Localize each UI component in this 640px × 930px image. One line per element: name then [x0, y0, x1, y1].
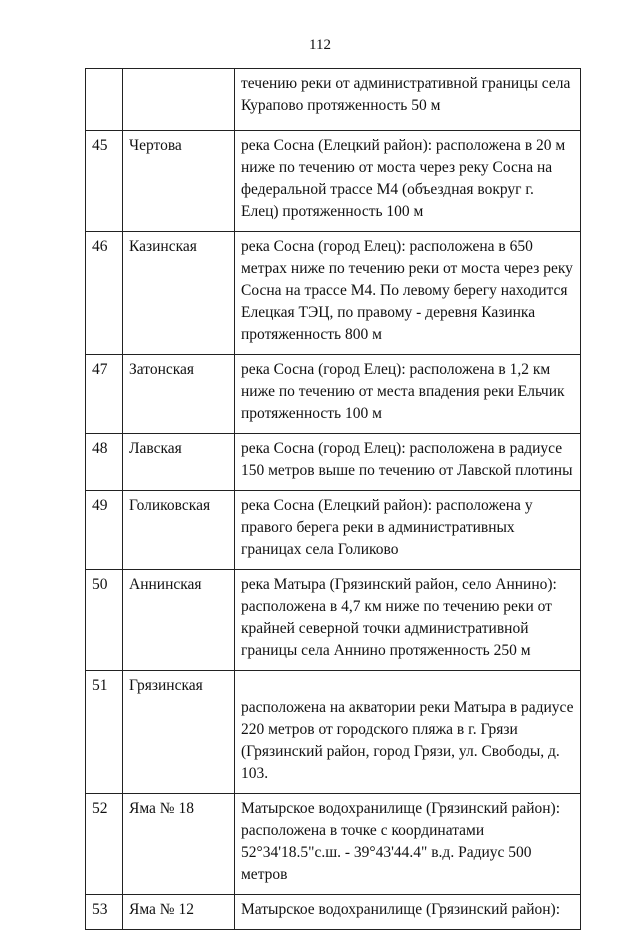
- site-name: Чертова: [123, 131, 235, 232]
- table-row: [86, 794, 581, 895]
- table-row: [86, 570, 581, 671]
- row-number: 47: [86, 355, 123, 434]
- table-row: [86, 69, 581, 131]
- site-name: Голиковская: [123, 491, 235, 570]
- site-description: Матырское водохранилище (Грязинский район):: [235, 895, 581, 930]
- site-description: река Сосна (город Елец): расположена в 1,2 км ниже по течению от места впадения реки Ельчик протяженность 100 м: [235, 355, 581, 434]
- row-number: 50: [86, 570, 123, 671]
- site-name: Затонская: [123, 355, 235, 434]
- row-number: 51: [86, 671, 123, 794]
- row-number: 48: [86, 434, 123, 491]
- site-description: Матырское водохранилище (Грязинский район): расположена в точке с координатами 52°34'18.5"с.ш. - 39°43'44.4" в.д. Радиус 500 метров: [235, 794, 581, 895]
- fishing-sites-table: [85, 68, 581, 930]
- row-number: 46: [86, 232, 123, 355]
- row-number: 45: [86, 131, 123, 232]
- table-row: [86, 232, 581, 355]
- site-name: [123, 69, 235, 131]
- table-row: [86, 491, 581, 570]
- table-row: [86, 434, 581, 491]
- table-row: [86, 671, 581, 794]
- site-description-text: расположена на акватории реки Матыра в радиусе 220 метров от городского пляжа в г. Грязи (Грязинский район, город Грязи, ул. Свободы, д. 103.: [241, 699, 574, 782]
- site-description: [235, 671, 581, 794]
- row-number: 52: [86, 794, 123, 895]
- table-row: [86, 355, 581, 434]
- row-number: 49: [86, 491, 123, 570]
- site-description: течению реки от административной границы села Курапово протяженность 50 м: [235, 69, 581, 131]
- site-name: Грязинская: [123, 671, 235, 794]
- site-description: река Сосна (Елецкий район): расположена у правого берега реки в административных границах села Голиково: [235, 491, 581, 570]
- site-name: Яма № 18: [123, 794, 235, 895]
- site-name: Яма № 12: [123, 895, 235, 930]
- page-number: 112: [309, 37, 331, 53]
- row-number: 53: [86, 895, 123, 930]
- site-description: река Сосна (город Елец): расположена в радиусе 150 метров выше по течению от Лавской плотины: [235, 434, 581, 491]
- site-description: река Сосна (Елецкий район): расположена в 20 м ниже по течению от моста через реку Сосна на федеральной трассе М4 (объездная вокруг г. Елец) протяженность 100 м: [235, 131, 581, 232]
- row-number: [86, 69, 123, 131]
- table-row: [86, 131, 581, 232]
- site-name: Казинская: [123, 232, 235, 355]
- site-name: Лавская: [123, 434, 235, 491]
- site-description: река Матыра (Грязинский район, село Аннино): расположена в 4,7 км ниже по течению реки от крайней северной точки административной границы села Аннино протяженность 250 м: [235, 570, 581, 671]
- table-row: [86, 895, 581, 930]
- site-description: река Сосна (город Елец): расположена в 650 метрах ниже по течению реки от моста через реку Сосна на трассе М4. По левому берегу находится Елецкая ТЭЦ, по правому - деревня Казинка протяженность 800 м: [235, 232, 581, 355]
- site-name: Аннинская: [123, 570, 235, 671]
